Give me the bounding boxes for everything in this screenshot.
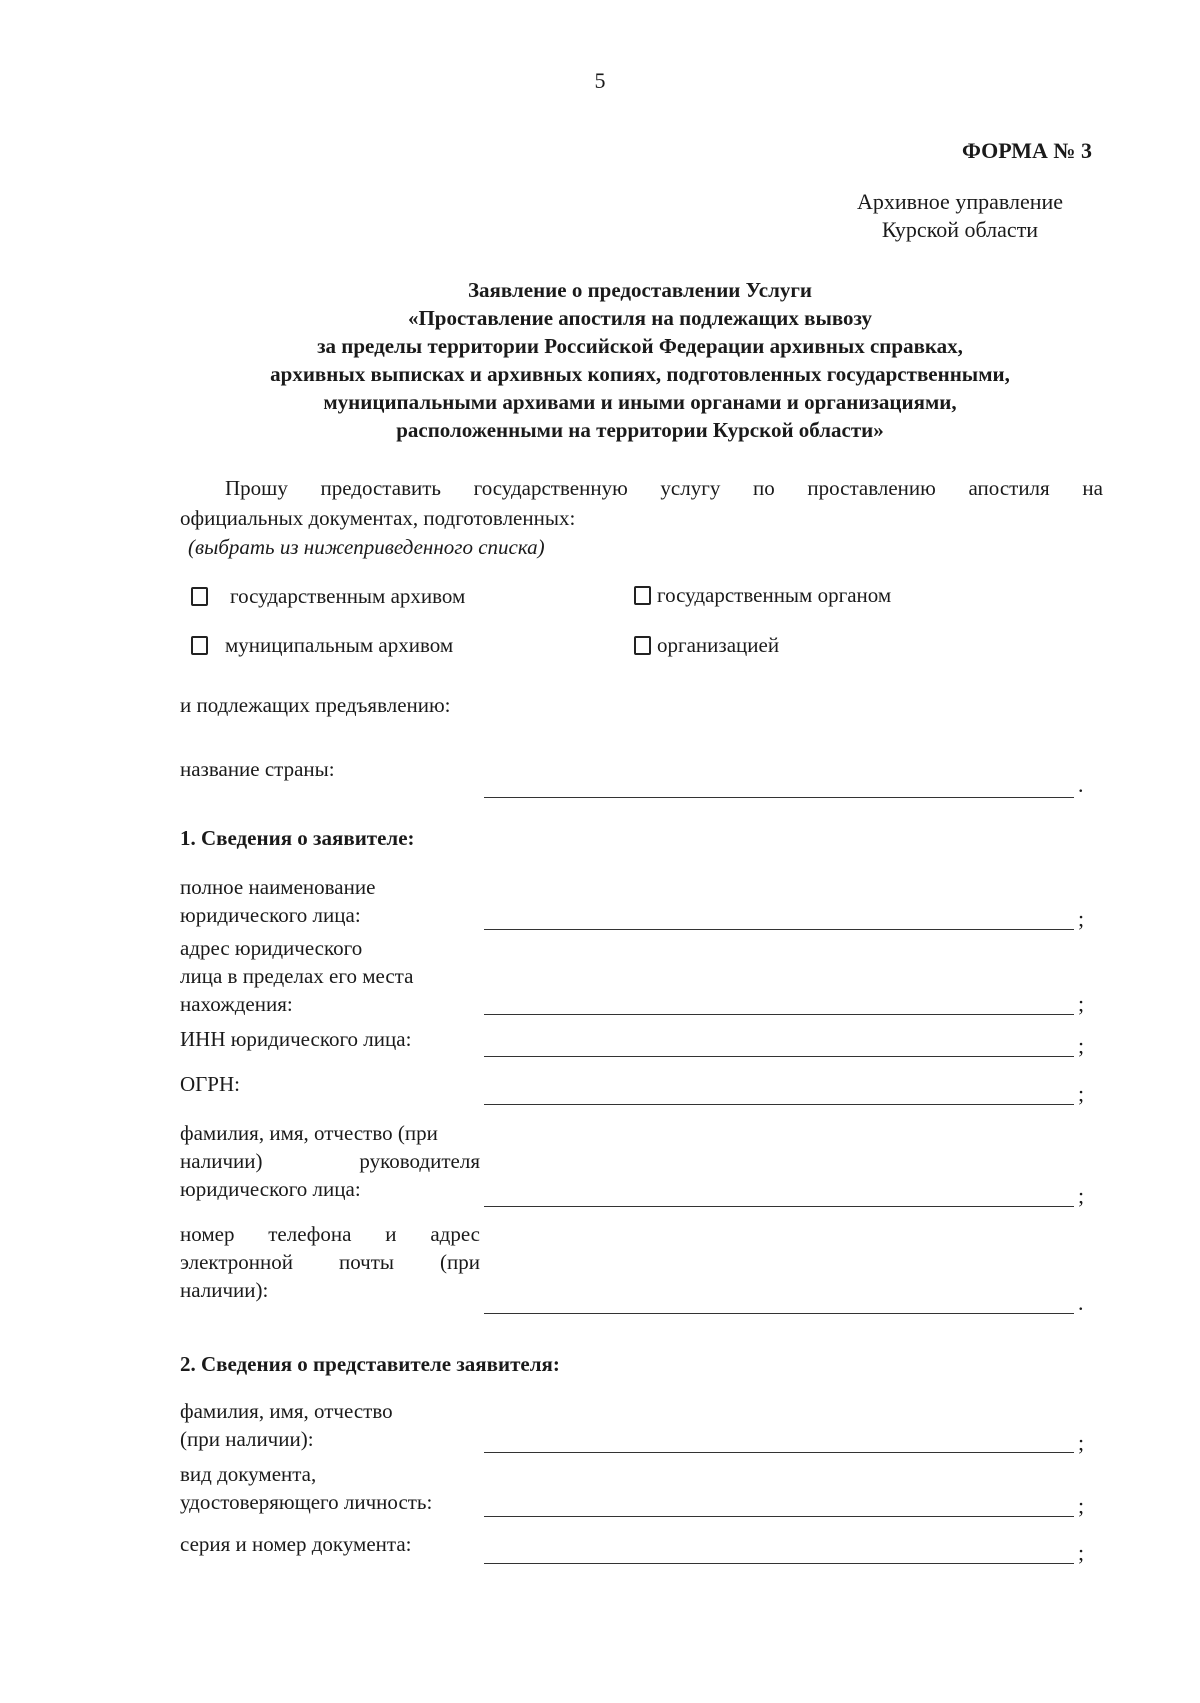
- head-name-label: [180, 1119, 480, 1203]
- intro-word: услугу: [660, 476, 721, 500]
- field-end-mark: .: [1078, 1290, 1084, 1315]
- doc-type-field[interactable]: [484, 1516, 1074, 1517]
- head-name-field[interactable]: [484, 1206, 1074, 1207]
- checkbox[interactable]: [634, 586, 651, 605]
- addressee-line: Архивное управление: [856, 189, 1064, 214]
- intro-word: апостиля: [968, 476, 1050, 500]
- inn-field[interactable]: [484, 1056, 1074, 1057]
- document-title: [150, 276, 1130, 444]
- addressee: [810, 188, 1110, 244]
- rep-name-label: [180, 1397, 393, 1453]
- section-heading-representative: 2. Сведения о представителе заявителя:: [180, 1352, 560, 1376]
- title-line: расположенными на территории Курской области»: [396, 418, 884, 442]
- intro-word: Прошу: [225, 476, 288, 500]
- field-end-mark: ;: [1078, 1493, 1085, 1518]
- field-end-mark: ;: [1078, 1033, 1085, 1058]
- intro-hint: (выбрать из нижеприведенного списка): [188, 535, 545, 559]
- label-word: адрес: [430, 1222, 480, 1246]
- title-line: Заявление о предоставлении Услуги: [467, 278, 813, 302]
- label-line: [180, 1147, 480, 1175]
- section-heading-applicant: 1. Сведения о заявителе:: [180, 826, 415, 850]
- option-organization[interactable]: [634, 633, 779, 658]
- country-label: название страны:: [180, 757, 335, 781]
- label-word: электронной: [180, 1250, 294, 1274]
- checkbox[interactable]: [191, 636, 208, 655]
- rep-name-field[interactable]: [484, 1452, 1074, 1453]
- label-line: наличии):: [180, 1278, 269, 1302]
- intro-line: [225, 476, 1103, 501]
- label-line: фамилия, имя, отчество: [180, 1399, 393, 1423]
- title-line: за пределы территории Российской Федерации архивных справках,: [317, 334, 963, 358]
- intro-word: на: [1082, 476, 1103, 500]
- label-line: (при наличии):: [180, 1427, 314, 1451]
- label-line: лица в пределах его места: [180, 964, 414, 988]
- checkbox[interactable]: [634, 636, 651, 655]
- form-number: ФОРМА № 3: [961, 138, 1092, 163]
- label-line: полное наименование: [180, 875, 376, 899]
- option-state-archive[interactable]: [191, 584, 465, 609]
- label-word: почты: [338, 1250, 395, 1274]
- address-label: [180, 934, 413, 1018]
- field-end-mark: .: [1078, 772, 1084, 797]
- doc-type-label: [180, 1460, 432, 1516]
- intro-word: государственную: [473, 476, 628, 500]
- label-word: (при: [440, 1250, 480, 1274]
- option-label: муниципальным архивом: [225, 633, 454, 657]
- intro-word: по: [753, 476, 775, 500]
- checkbox[interactable]: [191, 587, 208, 606]
- label-line: юридического лица:: [180, 903, 361, 927]
- label-line: [180, 1220, 480, 1248]
- label-word: номер: [180, 1222, 235, 1246]
- title-line: «Проставление апостиля на подлежащих вывозу: [407, 306, 873, 330]
- label-word: и: [385, 1222, 397, 1246]
- label-line: удостоверяющего личность:: [180, 1490, 433, 1514]
- country-field[interactable]: [484, 797, 1074, 798]
- field-end-mark: ;: [1078, 1430, 1085, 1455]
- contacts-label: [180, 1220, 480, 1304]
- label-word: наличии): [180, 1149, 263, 1173]
- label-word: руководителя: [359, 1149, 480, 1173]
- label-line: нахождения:: [180, 992, 293, 1016]
- intro-line: официальных документах, подготовленных:: [180, 506, 576, 530]
- option-label: государственным органом: [657, 583, 892, 607]
- label-line: юридического лица:: [180, 1177, 361, 1201]
- doc-number-field[interactable]: [484, 1563, 1074, 1564]
- field-end-mark: ;: [1078, 906, 1085, 931]
- page-number: 5: [594, 68, 606, 93]
- label-line: фамилия, имя, отчество (при: [180, 1121, 438, 1145]
- title-line: архивных выписках и архивных копиях, подготовленных государственными,: [270, 362, 1010, 386]
- option-state-body[interactable]: [634, 583, 891, 608]
- inn-label: ИНН юридического лица:: [180, 1027, 412, 1051]
- label-line: адрес юридического: [180, 936, 363, 960]
- label-line: вид документа,: [180, 1462, 317, 1486]
- label-word: телефона: [268, 1222, 352, 1246]
- present-to-text: и подлежащих предъявлению:: [180, 693, 451, 717]
- field-end-mark: ;: [1078, 1540, 1085, 1565]
- title-line: муниципальными архивами и иными органами и организациями,: [323, 390, 957, 414]
- option-label: государственным архивом: [230, 584, 466, 608]
- option-municipal-archive[interactable]: [191, 633, 453, 658]
- field-end-mark: ;: [1078, 1183, 1085, 1208]
- contacts-field[interactable]: [484, 1313, 1074, 1314]
- option-label: организацией: [657, 633, 780, 657]
- ogrn-label: ОГРН:: [180, 1072, 240, 1096]
- full-name-label: [180, 873, 375, 929]
- doc-number-label: серия и номер документа:: [180, 1532, 412, 1556]
- address-field[interactable]: [484, 1014, 1074, 1015]
- ogrn-field[interactable]: [484, 1104, 1074, 1105]
- label-line: [180, 1248, 480, 1276]
- intro-word: проставлению: [807, 476, 936, 500]
- addressee-line: Курской области: [881, 217, 1039, 242]
- full-name-field[interactable]: [484, 929, 1074, 930]
- field-end-mark: ;: [1078, 1081, 1085, 1106]
- intro-word: предоставить: [320, 476, 441, 500]
- field-end-mark: ;: [1078, 991, 1085, 1016]
